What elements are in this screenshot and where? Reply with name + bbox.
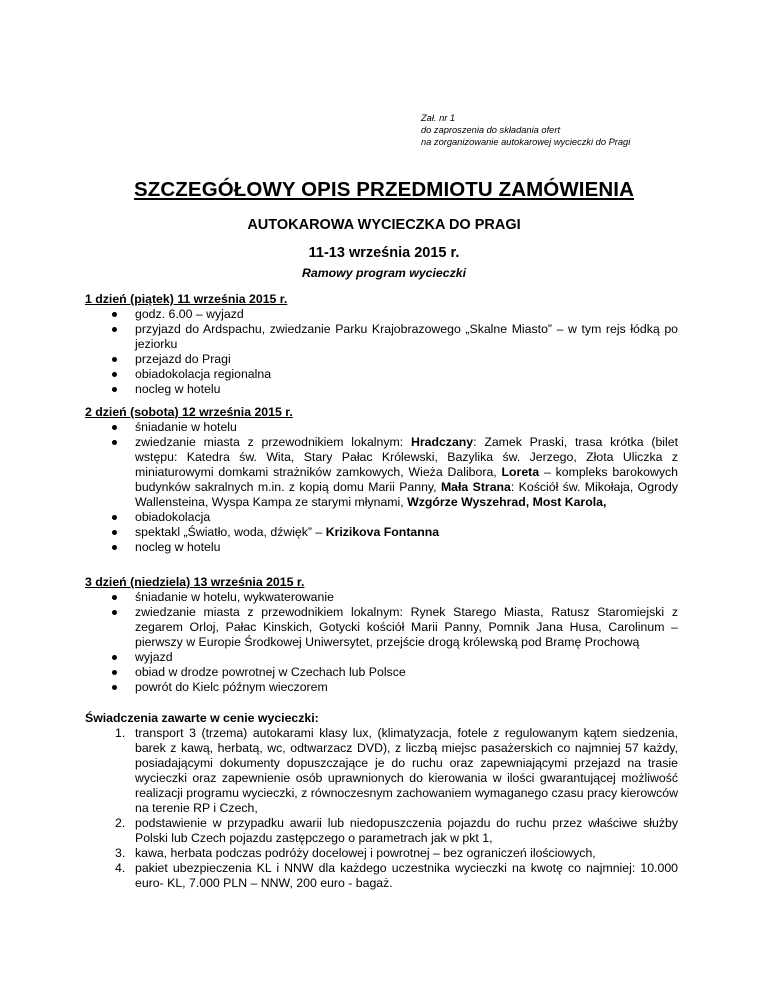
day-2-list	[85, 420, 678, 555]
document-title: SZCZEGÓŁOWY OPIS PRZEDMIOTU ZAMÓWIENIA	[134, 178, 634, 201]
bullet-icon	[112, 440, 117, 445]
place-mala-strana: Mała Strana	[440, 480, 511, 494]
bullet-icon	[112, 372, 117, 377]
day-1-list	[85, 307, 678, 397]
list-item: spektakl „Światło, woda, dźwięk” – Krizikova Fontanna	[85, 525, 678, 540]
day-3-list	[85, 590, 678, 695]
day-1-heading: 1 dzień (piątek) 11 września 2015 r.	[85, 292, 288, 306]
annex-line-1: Zał. nr 1	[421, 113, 456, 123]
bullet-icon	[112, 670, 117, 675]
services-section	[85, 711, 678, 891]
place-hradczany: Hradczany	[410, 435, 474, 449]
list-item: nocleg w hotelu	[85, 382, 678, 397]
annex-note	[421, 112, 630, 148]
bullet-icon	[112, 610, 117, 615]
list-item: obiadokolacja	[85, 510, 678, 525]
bullet-icon	[112, 357, 117, 362]
list-item: obiad w drodze powrotnej w Czechach lub Polsce	[85, 665, 678, 680]
list-item: przyjazd do Ardspachu, zwiedzanie Parku Krajobrazowego „Skalne Miasto” – w tym rejs łódką po jeziorku	[85, 322, 678, 352]
bullet-icon	[112, 387, 117, 392]
bullet-icon	[112, 312, 117, 317]
program-label: Ramowy program wycieczki	[301, 266, 467, 280]
place-wyszehrad-most-karola: Wzgórze Wyszehrad, Most Karola,	[407, 495, 607, 509]
list-item: wyjazd	[85, 650, 678, 665]
bullet-icon	[112, 685, 117, 690]
place-krizikova-fontanna: Krizikova Fontanna	[325, 525, 440, 539]
list-item: obiadokolacja regionalna	[85, 367, 678, 382]
list-item: powrót do Kielc późnym wieczorem	[85, 680, 678, 695]
list-item: godz. 6.00 – wyjazd	[85, 307, 678, 322]
services-list	[85, 726, 678, 891]
annex-line-3: na zorganizowanie autokarowej wycieczki do Pragi	[421, 137, 631, 147]
list-item: 3. kawa, herbata podczas podróży docelowej i powrotnej – bez ograniczeń ilościowych,	[115, 846, 596, 860]
list-item: 2. podstawienie w przypadku awarii lub niedopuszczenia pojazdu do ruchu przez właściwe służby Polski lub Czech pojazdu zastępczego o parametrach jak w pkt 1,	[115, 816, 678, 845]
list-item: zwiedzanie miasta z przewodnikiem lokalnym: Rynek Starego Miasta, Ratusz Staromiejski z zegarem Orloj, Pałac Kinskich, Gotycki kościół Marii Panny, Pomnik Jana Husa, Carolinum – pierwszy w Europie Środkowej Uniwersytet, przejście drogą królewską pod Bramę Prochową	[85, 605, 678, 650]
day-2-heading: 2 dzień (sobota) 12 września 2015 r.	[85, 405, 293, 419]
bullet-icon	[112, 595, 117, 600]
bullet-icon	[112, 530, 117, 535]
bullet-icon	[112, 545, 117, 550]
list-item: 1. transport 3 (trzema) autokarami klasy lux, (klimatyzacja, fotele z regulowanym kątem siedzenia, barek z kawą, herbatą, wc, odtwarzacz DVD), z liczbą miejsc pasażerskich co najmniej 57 każdy, posiadającymi dokumenty dopuszczające je do ruchu oraz zapewniającymi przejazd na trasie wycieczki oraz zapewnienie osób uprawnionych do kierowania w ilości gwarantującej możliwość realizacji programu wycieczki, z równoczesnym zachowaniem wymaganego czasu pracy kierowców na terenie RP i Czech,	[115, 726, 678, 815]
list-item: 4. pakiet ubezpieczenia KL i NNW dla każdego uczestnika wycieczki na kwotę co najmniej: 10.000 euro- KL, 7.000 PLN – NNW, 200 euro - bagaż.	[115, 861, 678, 890]
annex-line-2: do zaproszenia do składania ofert	[421, 125, 561, 135]
day-1-section	[85, 292, 678, 397]
services-heading: Świadczenia zawarte w cenie wycieczki:	[85, 711, 319, 725]
list-item: nocleg w hotelu	[85, 540, 678, 555]
list-item: zwiedzanie miasta z przewodnikiem lokalnym: Hradczany: Zamek Praski, trasa krótka (bilet wstępu: Katedra św. Wita, Stary Pałac Królewski, Bazylika św. Jerzego, Złota Uliczka z miniaturowymi domkami strażników zamkowych, Wieża Dalibora, Loreta – kompleks barokowych budynków sakralnych m.in. z kopią domu Marii Panny, Mała Strana: Kościół św. Mikołaja, Ogrody Wallensteina, Wyspa Kampa ze starymi młynami, Wzgórze Wyszehrad, Most Karola,	[85, 435, 678, 510]
day-3-heading: 3 dzień (niedziela) 13 września 2015 r.	[85, 575, 305, 589]
list-item: śniadanie w hotelu	[85, 420, 678, 435]
document-subtitle: AUTOKAROWA WYCIECZKA DO PRAGI	[247, 217, 521, 233]
bullet-icon	[112, 425, 117, 430]
bullet-icon	[112, 515, 117, 520]
trip-dates: 11-13 września 2015 r.	[308, 245, 460, 261]
day-2-section	[85, 405, 678, 555]
place-loreta: Loreta	[501, 465, 540, 479]
bullet-icon	[112, 327, 117, 332]
day-3-section	[85, 575, 678, 695]
list-item: przejazd do Pragi	[85, 352, 678, 367]
bullet-icon	[112, 655, 117, 660]
list-item: śniadanie w hotelu, wykwaterowanie	[85, 590, 678, 605]
